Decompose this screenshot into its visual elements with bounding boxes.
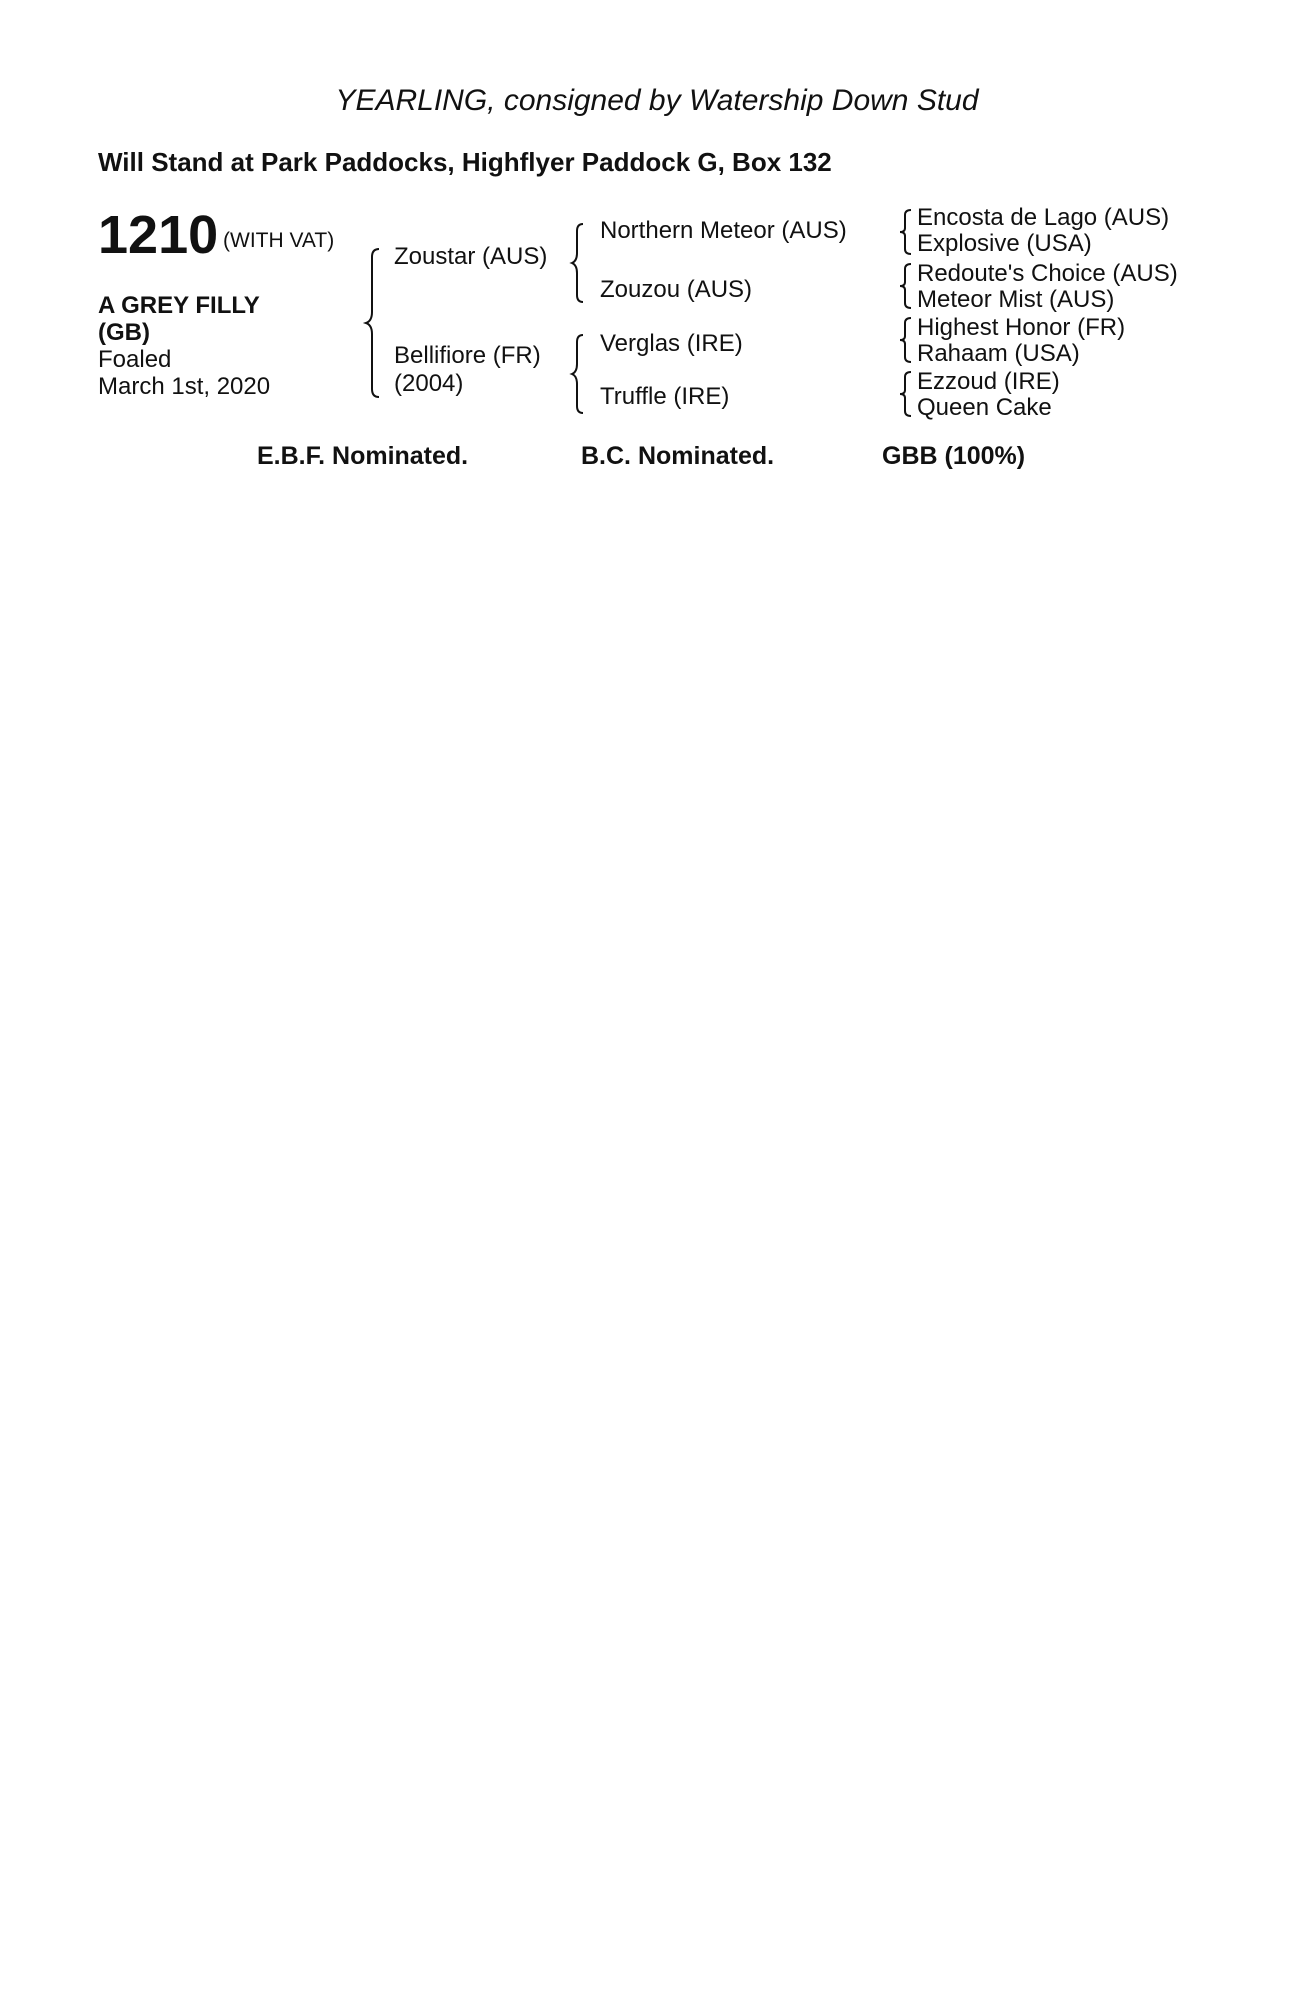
sire-bracket xyxy=(571,223,591,303)
dam: Bellifiore (FR) xyxy=(394,342,541,369)
g3-2: Explosive (USA) xyxy=(917,230,1092,257)
consignment-heading: YEARLING, consigned by Watership Down Stud xyxy=(335,84,979,117)
g3-1: Encosta de Lago (AUS) xyxy=(917,204,1170,231)
g3-5: Highest Honor (FR) xyxy=(917,314,1126,341)
bracket-2 xyxy=(899,263,917,309)
dam-sire: Verglas (IRE) xyxy=(600,330,743,357)
gbb-status: GBB (100%) xyxy=(882,442,1026,470)
dam-bracket xyxy=(571,334,591,414)
bracket-1 xyxy=(899,209,917,255)
sire-sire: Northern Meteor (AUS) xyxy=(600,217,847,244)
g3-3: Redoute's Choice (AUS) xyxy=(917,260,1178,287)
dam-year: (2004) xyxy=(394,370,464,397)
bracket-3 xyxy=(899,317,917,363)
sire-dam-bracket xyxy=(365,248,385,398)
vat-label: (WITH VAT) xyxy=(223,229,335,252)
sire-dam: Zouzou (AUS) xyxy=(600,276,753,303)
g3-6: Rahaam (USA) xyxy=(917,340,1080,367)
sire: Zoustar (AUS) xyxy=(394,243,548,270)
foaled-date: March 1st, 2020 xyxy=(98,373,271,400)
lot-number: 1210 xyxy=(98,205,219,265)
sex-line-1: A GREY FILLY xyxy=(98,292,260,319)
bc-nomination: B.C. Nominated. xyxy=(581,442,775,470)
stand-location: Will Stand at Park Paddocks, Highflyer Paddock G, Box 132 xyxy=(98,147,832,177)
bracket-4 xyxy=(899,371,917,417)
g3-7: Ezzoud (IRE) xyxy=(917,368,1060,395)
dam-dam: Truffle (IRE) xyxy=(600,383,730,410)
lot-description xyxy=(98,292,270,400)
ebf-nomination: E.B.F. Nominated. xyxy=(257,442,469,470)
sex-line-2: (GB) xyxy=(98,319,150,346)
foaled-label: Foaled xyxy=(98,346,172,373)
g3-8: Queen Cake xyxy=(917,394,1052,421)
g3-4: Meteor Mist (AUS) xyxy=(917,286,1115,313)
